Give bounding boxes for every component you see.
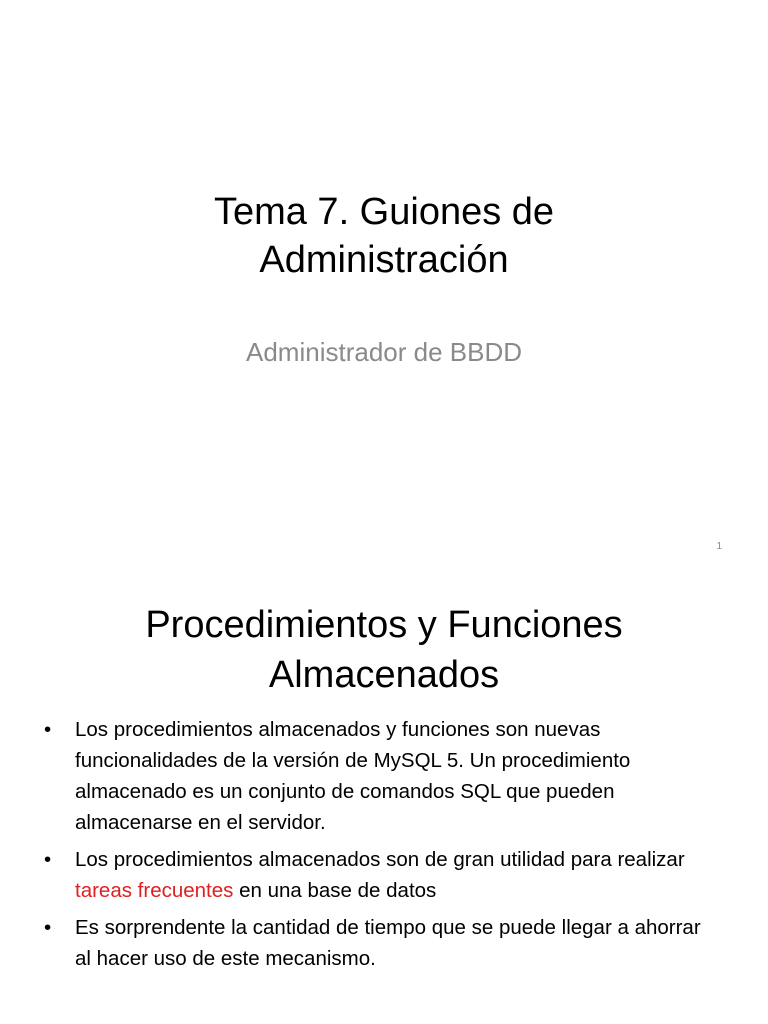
slide-1-title <box>0 188 768 284</box>
bullet-item <box>44 844 718 906</box>
bullet-dot-icon: • <box>44 718 52 741</box>
bullet-text-before: Los procedimientos almacenados son de gran utilidad para realizar <box>75 848 685 871</box>
slide-2-title-line-1: Procedimientos y Funciones <box>145 604 623 646</box>
slide-2-title-line-2: Almacenados <box>268 654 500 696</box>
slide-1-title-line-2: Administración <box>259 239 509 281</box>
bullet-text: Es sorprendente la cantidad de tiempo que se puede llegar a ahorrar al hacer uso de este mecanismo. <box>75 916 701 970</box>
bullet-dot-icon: • <box>44 848 52 871</box>
slide-1-title-line-1: Tema 7. Guiones de <box>213 191 555 233</box>
bullet-item <box>44 714 718 838</box>
bullet-text: Los procedimientos almacenados y funciones son nuevas funcionalidades de la versión de MySQL 5. Un procedimiento almacenado es un conjunto de comandos SQL que pueden almacenarse en el servidor. <box>75 718 631 834</box>
slide-1-subtitle: Administrador de BBDD <box>246 337 522 367</box>
highlighted-text: tareas frecuentes <box>75 879 234 902</box>
bullet-list <box>44 714 718 980</box>
bullet-item <box>44 912 718 974</box>
slide-2-title <box>0 600 768 700</box>
page-number: 1 <box>716 541 722 552</box>
bullet-dot-icon: • <box>44 916 52 939</box>
bullet-text-after: en una base de datos <box>233 879 437 902</box>
slide-2 <box>0 576 768 1024</box>
